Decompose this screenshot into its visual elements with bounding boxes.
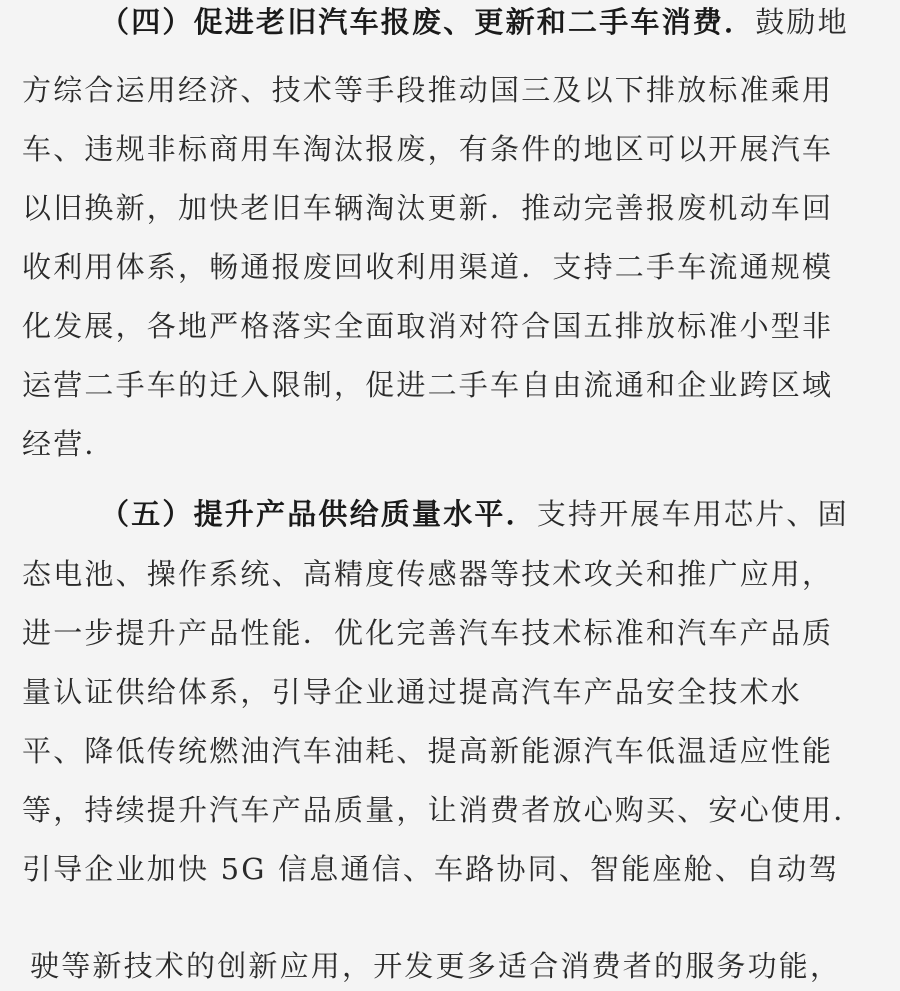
section4-line-8: 经营． [22,427,116,461]
section4-line-3: 车、违规非标商用车淘汰报废，有条件的地区可以开展汽车 [22,132,834,166]
section5-line-3: 进一步提升产品性能．优化完善汽车技术标准和汽车产品质 [22,616,834,650]
section4-first-line-text: 鼓励地 [755,5,849,39]
section4-line-5: 收利用体系，畅通报废回收利用渠道．支持二手车流通规模 [22,250,834,284]
section4-line-2: 方综合运用经济、技术等手段推动国三及以下排放标准乘用 [22,73,834,107]
section5-line-7: 引导企业加快 5G 信息通信、车路协同、智能座舱、自动驾 [22,852,840,886]
section5-heading: （五）提升产品供给质量水平． [100,497,537,531]
section4-first-line [100,2,882,42]
section5-line-4: 量认证供给体系，引导企业通过提高汽车产品安全技术水 [22,675,803,709]
section5-line-2: 态电池、操作系统、高精度传感器等技术攻关和推广应用， [22,557,834,591]
section5-first-line-text: 支持开展车用芯片、固 [536,497,849,531]
section4-heading: （四）促进老旧汽车报废、更新和二手车消费． [100,5,756,39]
section5-first-line [100,494,882,534]
section4-line-4: 以旧换新，加快老旧车辆淘汰更新．推动完善报废机动车回 [22,191,834,225]
section5-line-6: 等，持续提升汽车产品质量，让消费者放心购买、安心使用． [22,793,865,827]
section4-line-7: 运营二手车的迁入限制，促进二手车自由流通和企业跨区域 [22,368,834,402]
section5-line-5: 平、降低传统燃油汽车油耗、提高新能源汽车低温适应性能 [22,734,834,768]
section5-line-8: 驶等新技术的创新应用，开发更多适合消费者的服务功能， [30,949,842,983]
section4-line-6: 化发展，各地严格落实全面取消对符合国五排放标准小型非 [22,309,834,343]
